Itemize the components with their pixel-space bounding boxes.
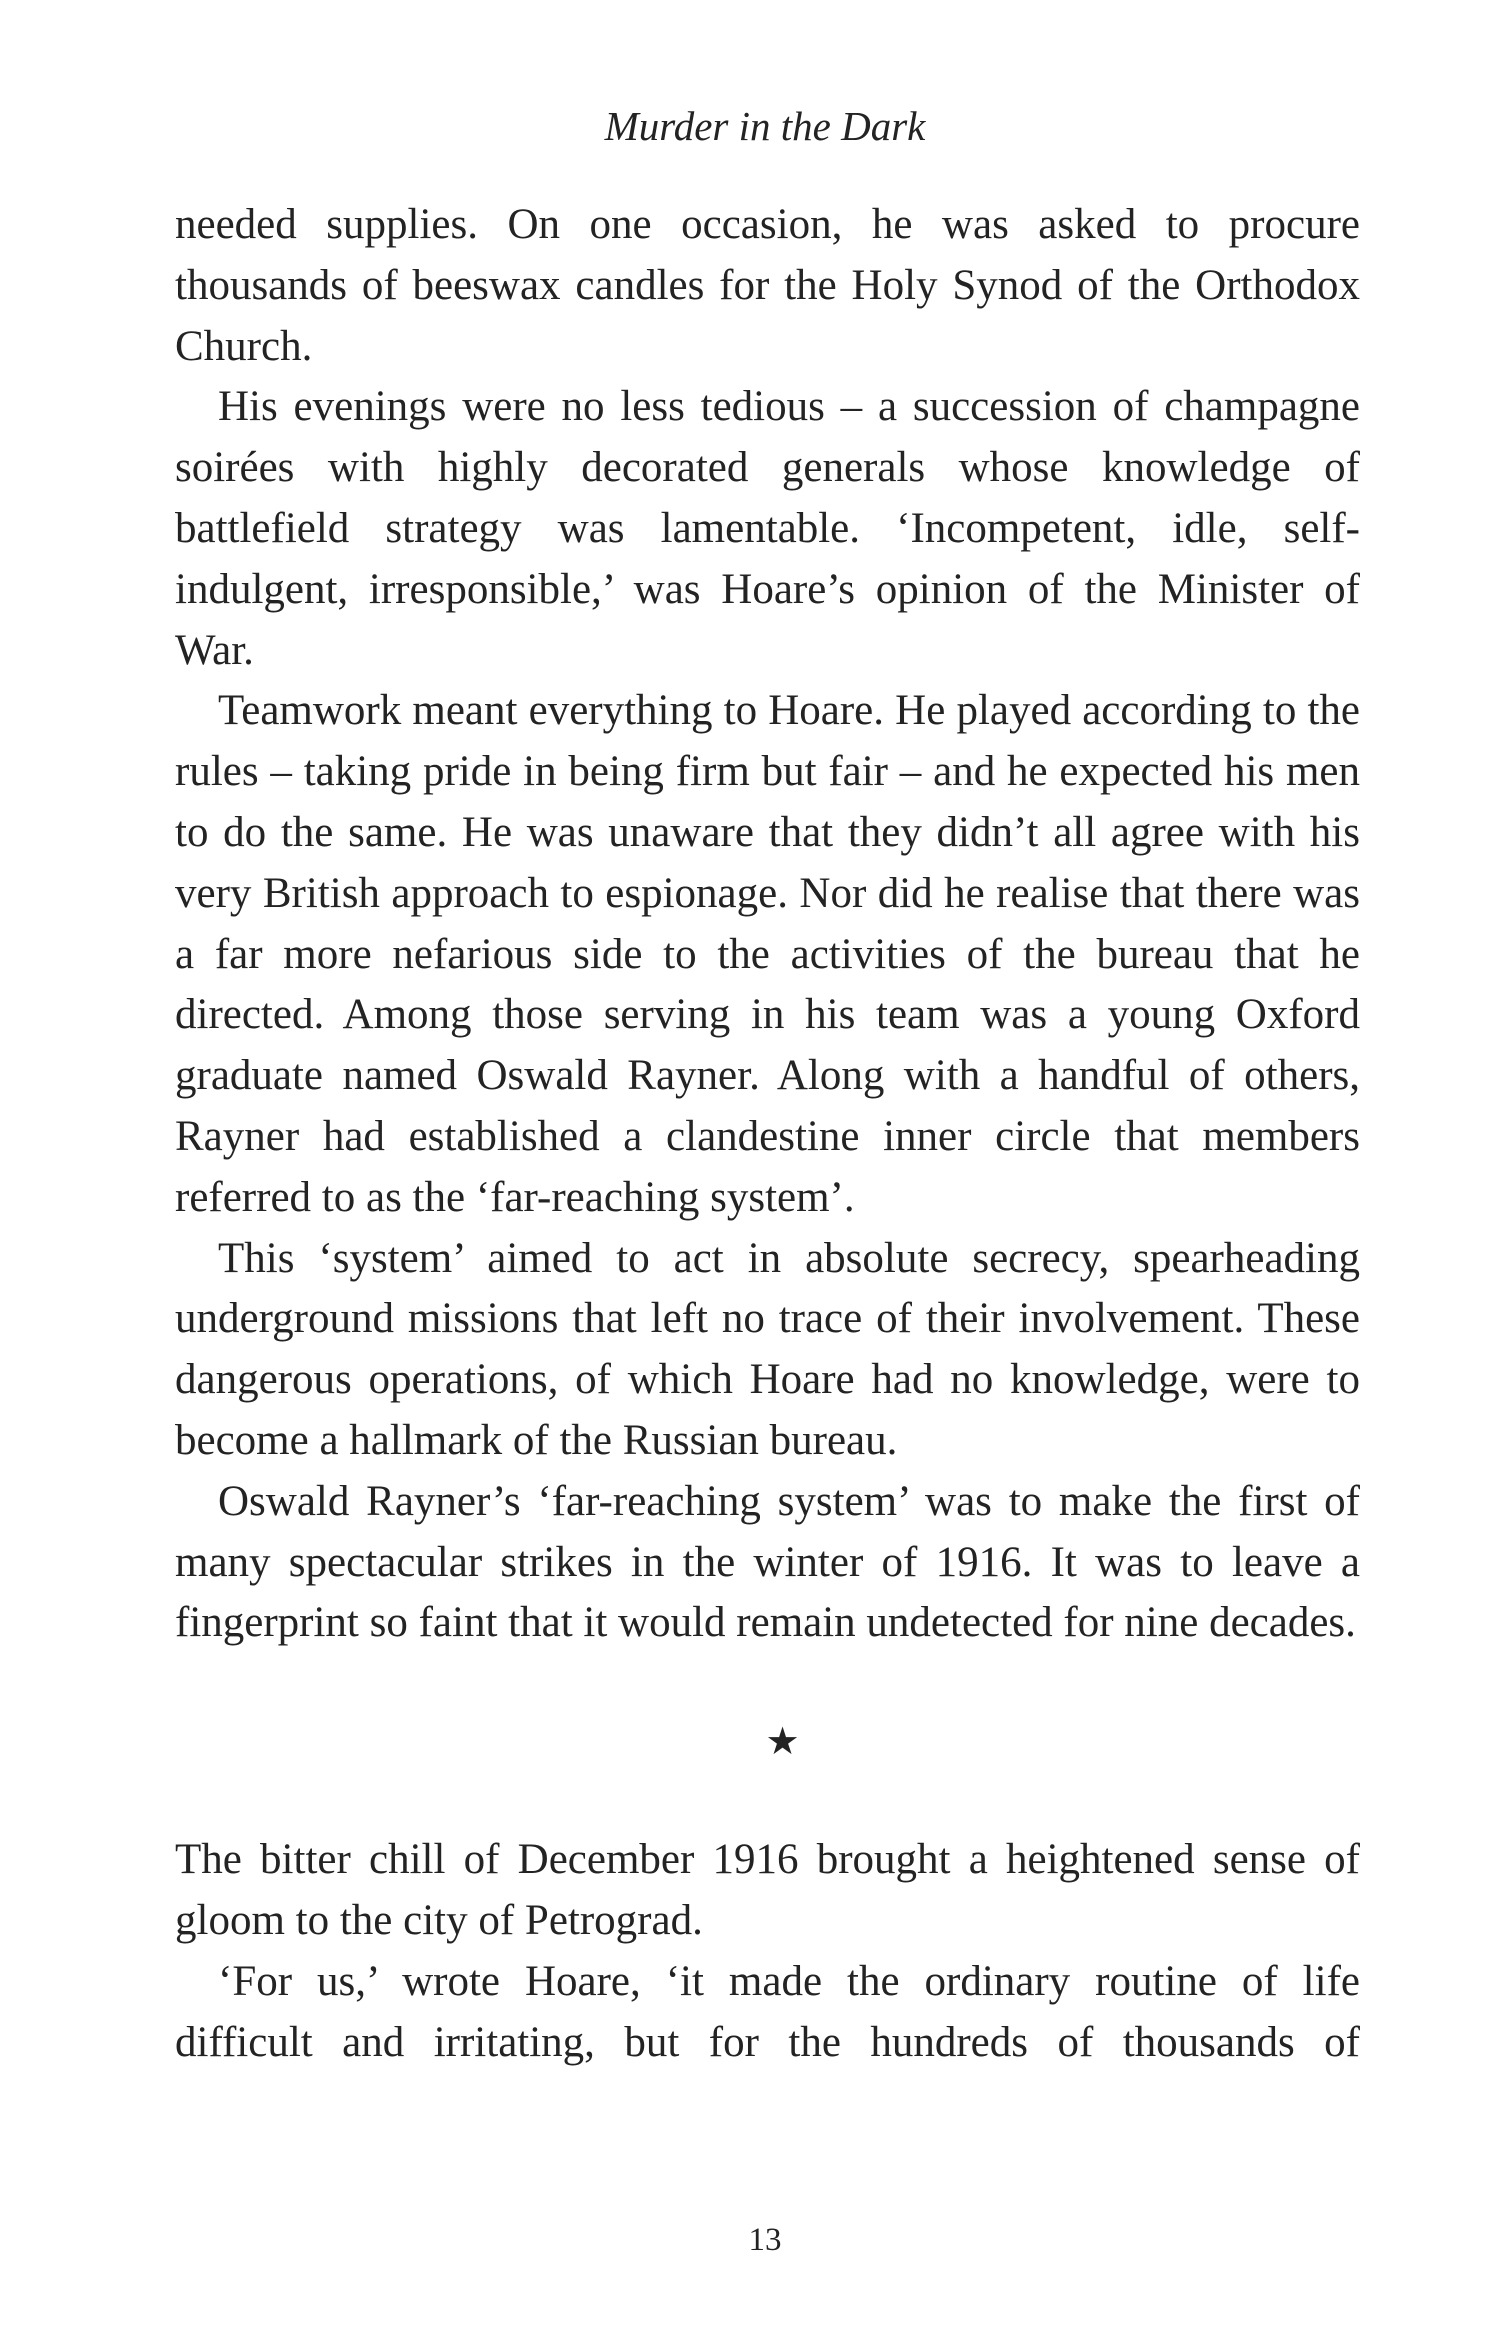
paragraph: This ‘system’ aimed to act in absolute secrecy, spearheading underground missions that left no trace of their involvement. These dangerous operations, of which Hoare had no knowledge, were to become a hallmark of the Russian bureau. [175,1234,1360,1464]
paragraph: The bitter chill of December 1916 brought a heightened sense of gloom to the city of Petrograd. [175,1836,1360,1944]
page-number: 13 [748,2222,782,2258]
section-break-star-icon: ★ [765,1721,800,1764]
paragraph-last-line: ‘For us,’ wrote Hoare, ‘it made the ordinary routine of life difficult and irritating, but for the hundreds of thousands of [175,1957,1360,2066]
paragraph: Teamwork meant everything to Hoare. He played according to the rules – taking pride in being firm but fair – and he expected his men to do the same. He was unaware that they didn’t all agree with his very British approach to espionage. Nor did he realise that there was a far more nefarious side to the activities of the bureau that he directed. Among those serving in his team was a young Oxford graduate named Oswald Rayner. Along with a handful of others, Rayner had established a clandestine inner circle that members referred to as the ‘far-reaching system’. [175,687,1360,1221]
paragraph: needed supplies. On one occasion, he was asked to procure thousands of beeswax candles for the Holy Synod of the Orthodox Church. [175,201,1360,370]
paragraph: His evenings were no less tedious – a succession of champagne soirées with highly decorated generals whose knowledge of battlefield strategy was lamentable. ‘Incompetent, idle, self-indulgent, irresponsible,’ was Hoare’s opinion of the Minister of War. [175,383,1360,674]
running-head: Murder in the Dark [604,103,926,149]
paragraph: Oswald Rayner’s ‘far-reaching system’ was to make the first of many spectacular strikes in the winter of 1916. It was to leave a fingerprint so faint that it would remain undetected for nine decades. [175,1477,1360,1647]
body-text [175,195,1360,2073]
